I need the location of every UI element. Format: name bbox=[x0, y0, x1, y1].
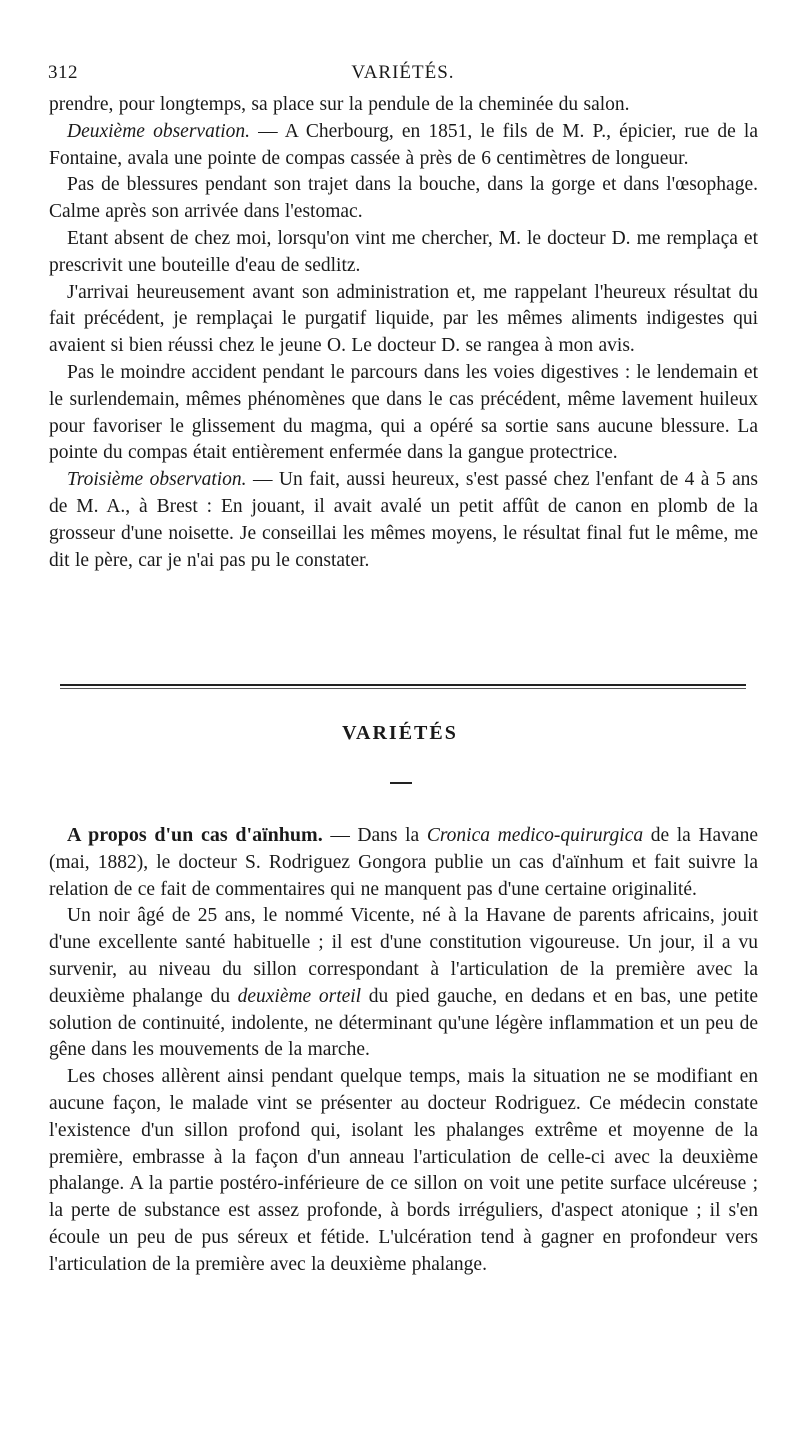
article-lead: A propos d'un cas d'aïnhum. bbox=[67, 824, 323, 846]
paragraph: Les choses allèrent ainsi pendant quelque temps, mais la situation ne se modifiant en aucune façon, le malade vint se présenter au docteur Rodriguez. Ce médecin constate l'existence d'un sillon profond qui, isolant les phalanges extrême et moyenne de la première, embrasse à la façon d'un anneau l'articulation de celle-ci avec la deuxième phalange. A la partie postéro-inférieure de ce sillon on voit une petite surface ulcéreuse ; la perte de substance est assez profonde, à bords irréguliers, d'aspect atonique ; il s'en écoule un peu de pus séreux et fétide. L'ulcération tend à gagner en profondeur vers l'articulation de la première avec la deuxième phalange. bbox=[49, 1066, 758, 1275]
paragraph: prendre, pour longtemps, sa place sur la pendule de la cheminée du salon. bbox=[49, 94, 630, 115]
observation-label: Troisième observation. bbox=[67, 469, 247, 491]
page-header bbox=[48, 62, 758, 88]
paragraph-text: de la Havane (mai, 1882), le docteur S. Rodriguez Gongora publie un cas d'aïnhum et fait suivre la relation de ce fait de commentaires qui ne manquent pas d'une certaine originalité. bbox=[49, 825, 758, 900]
section-divider-thin bbox=[60, 688, 746, 689]
paragraph-text: Un noir âgé de 25 ans, le nommé Vicente, né à la Havane de parents africains, jouit d'une excellente santé habituelle ; il est d'une constitution vigoureuse. Un jour, il a vu survenir, au niveau du sillon correspondant à l'articulation de la première avec la deuxième phalange du bbox=[49, 905, 758, 1007]
paragraph-text: du pied gauche, en dedans et en bas, une petite solution de continuité, indolente, ne déterminant qu'une légère inflammation et un peu de gêne dans les mouvements de la marche. bbox=[49, 985, 759, 1061]
title-dash bbox=[390, 782, 412, 784]
paragraph: Pas de blessures pendant son trajet dans la bouche, dans la gorge et dans l'œsophage. Calme après son arrivée dans l'estomac. bbox=[49, 174, 758, 223]
paragraph-text: — Un fait, aussi heureux, s'est passé chez l'enfant de 4 à 5 ans de M. A., à Brest : En jouant, il avait avalé un petit affût de canon en plomb de la grosseur d'une noisette. Je conseillai les mêmes moyens, le résultat final fut le même, me dit le père, car je n'ai pas pu le constater. bbox=[49, 469, 758, 571]
paragraph: Pas le moindre accident pendant le parcours dans les voies digestives : le lendemain et le surlendemain, mêmes phénomènes que dans le cas précédent, même lavement huileux pour favoriser le glissement du magma, qui a opéré sa sortie sans aucune blessure. La pointe du compas était entièrement enfermée dans la gangue protectrice. bbox=[49, 361, 758, 464]
paragraph-third-observation bbox=[49, 467, 758, 574]
page-number: 312 bbox=[48, 62, 78, 83]
paragraph-text: — Dans la bbox=[322, 825, 427, 846]
observation-label: Deuxième observation. bbox=[67, 120, 251, 142]
paragraph-lead bbox=[49, 822, 758, 903]
running-title: VARIÉTÉS. bbox=[351, 62, 455, 83]
observation-text-block bbox=[49, 92, 758, 574]
paragraph-second-observation bbox=[49, 119, 758, 173]
paragraph: J'arrivai heureusement avant son administration et, me rappelant l'heureux résultat du fait précédent, je remplaçai le purgatif liquide, par les mêmes aliments indigestes qui avaient si bien réussi chez le jeune O. Le docteur D. se rangea à mon avis. bbox=[49, 281, 758, 357]
paragraph bbox=[49, 903, 758, 1064]
paragraph-text: — A Cherbourg, en 1851, le fils de M. P., épicier, rue de la Fontaine, avala une pointe de compas cassée à près de 6 centimètres de longueur. bbox=[49, 120, 758, 169]
journal-title: Cronica medico-quirurgica bbox=[426, 825, 644, 846]
article-text-block bbox=[49, 822, 758, 1279]
emphasis-text: deuxième orteil bbox=[237, 985, 362, 1007]
section-title: VARIÉTÉS bbox=[342, 722, 458, 744]
section-divider bbox=[60, 684, 746, 686]
paragraph: Etant absent de chez moi, lorsqu'on vint me chercher, M. le docteur D. me remplaça et prescrivit une bouteille d'eau de sedlitz. bbox=[49, 227, 758, 276]
